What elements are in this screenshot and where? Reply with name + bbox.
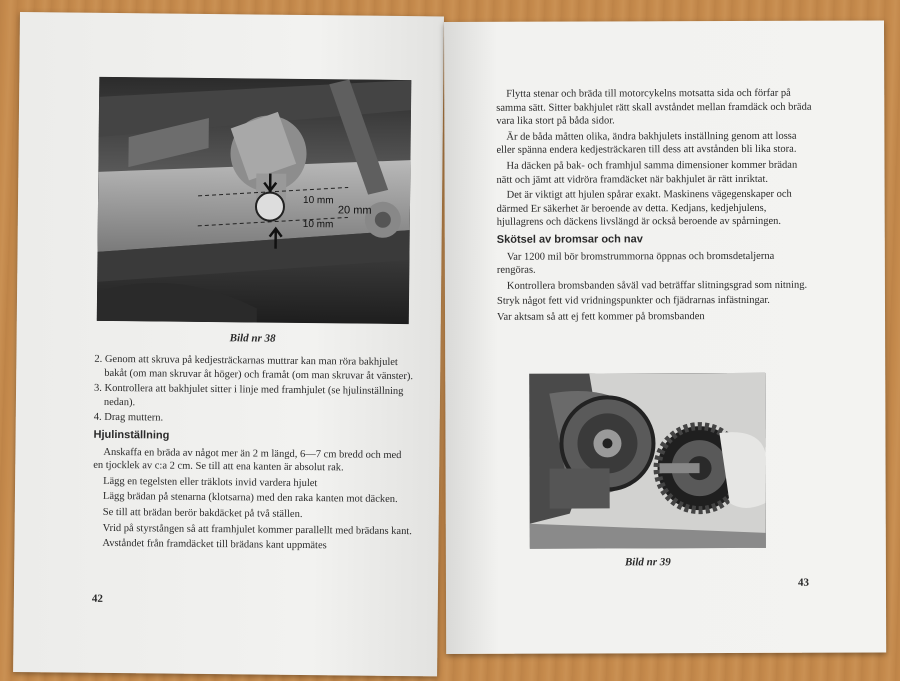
section-heading: Skötsel av bromsar och nav bbox=[496, 233, 643, 246]
paragraph: Lägg en tegelsten eller träklots invid vardera hjulet bbox=[103, 475, 318, 489]
figure-39-photo bbox=[529, 373, 766, 549]
paragraph: Se till att brädan berör bakdäcket på två ställen. bbox=[102, 506, 303, 520]
figure-38-caption: Bild nr 38 bbox=[229, 332, 276, 345]
paragraph: Anskaffa en bräda av något mer än 2 m längd, 6—7 cm bredd och med en tjocklek av c:a 2 cm. Se till att ena kanten är absolut rak. bbox=[93, 446, 402, 474]
figure-38-label-2: 20 mm bbox=[337, 204, 372, 217]
figure-39-caption: Bild nr 39 bbox=[624, 556, 671, 569]
paragraph: Kontrollera bromsbanden såväl vad beträffar slitningsgrad som nitning. bbox=[506, 279, 808, 292]
paragraph: Lägg brädan på stenarna (klotsarna) med den raka kanten mot däcken. bbox=[102, 491, 398, 506]
figure-38-label-1: 10 mm bbox=[302, 194, 334, 207]
figure-38-photo bbox=[97, 77, 412, 324]
list-item: 4. Drag muttern. bbox=[93, 412, 164, 424]
paragraph: Ha däcken på bak- och framhjul samma dimensioner kommer brädan nätt och jämt att vidröra framdäcket när bakhjulet är rätt inriktat. bbox=[496, 159, 798, 186]
right-page bbox=[444, 20, 886, 654]
paragraph: Var 1200 mil bör bromstrummorna öppnas och bromsdetaljerna rengöras. bbox=[496, 250, 775, 276]
left-page bbox=[13, 12, 444, 676]
paragraph: Stryk något fett vid vridningspunkter och fjädrarnas infästningar. bbox=[496, 295, 770, 308]
page-number: 43 bbox=[797, 576, 809, 589]
list-item: 3. Kontrollera att bakhjulet sitter i linje med framhjulet (se hjulinställning nedan). bbox=[94, 382, 404, 409]
right-body-text bbox=[496, 87, 815, 327]
paragraph: Vrid på styrstången så att framhjulet kommer parallellt med brädans kant. bbox=[102, 522, 412, 537]
figure-38-label-3: 10 mm bbox=[302, 218, 334, 231]
page-number: 42 bbox=[91, 592, 103, 605]
left-body-text bbox=[92, 353, 414, 556]
paragraph: Är de båda måtten olika, ändra bakhjulets inställning genom att lossa eller spänna endera kedjesträckaren till dess att avstånden bli lika stora. bbox=[496, 130, 797, 157]
list-item: 2. Genom att skruva på kedjesträckarnas muttrar kan man röra bakhjulet bakåt (om man skruvar åt höger) och framåt (om man skruvar åt vänster). bbox=[94, 353, 414, 382]
section-heading: Hjulinställning bbox=[93, 428, 170, 442]
paragraph: Det är viktigt att hjulen spårar exakt. Maskinens vägegenskaper och därmed Er säkerhet är beroende av detta. Kedjans, kedjehjulens, hjullagrens och däckens livslängd är också beroende av spårningen. bbox=[496, 188, 792, 229]
paragraph: Avståndet från framdäcket till brädans kant uppmätes bbox=[102, 538, 327, 552]
paragraph: Flytta stenar och bräda till motorcykelns motsatta sida och förfar på samma sätt. Sitter bakhjulet rätt skall avståndet mellan framdäck och bräda vara lika stort på båda sidor. bbox=[496, 87, 812, 128]
paragraph: Var aktsam så att ej fett kommer på bromsbanden bbox=[497, 310, 705, 323]
